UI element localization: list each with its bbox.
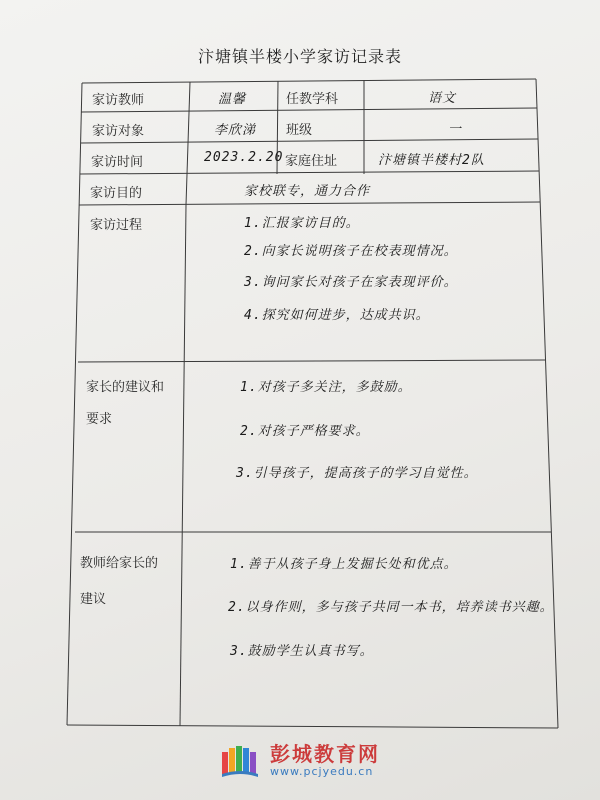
value-purpose: 家校联专，通力合作	[244, 184, 371, 199]
label-grade: 班级	[286, 123, 313, 138]
parent-advice-line: 2.对孩子严格要求。	[240, 424, 370, 439]
label-teacher: 家访教师	[92, 93, 145, 108]
label-purpose: 家访目的	[90, 186, 143, 201]
teacher-advice-line: 2.以身作则，多与孩子共同一本书，培养读书兴趣。	[228, 600, 554, 615]
label-parent-advice-line2: 要求	[86, 412, 113, 427]
label-teacher-advice-line1: 教师给家长的	[80, 556, 159, 571]
process-line: 3.询问家长对孩子在家表现评价。	[244, 275, 458, 290]
process-line: 4.探究如何进步，达成共识。	[244, 308, 430, 323]
teacher-advice-line: 1.善于从孩子身上发掘长处和优点。	[230, 557, 458, 572]
value-address: 汴塘镇半楼村2队	[378, 153, 485, 168]
value-grade: 一	[448, 122, 463, 137]
parent-advice-line: 3.引导孩子，提高孩子的学习自觉性。	[236, 466, 478, 481]
label-parent-advice-line1: 家长的建议和	[86, 380, 165, 395]
watermark-name: 彭城教育网	[270, 741, 380, 766]
process-line: 1.汇报家访目的。	[244, 216, 360, 231]
value-time: 2023.2.20	[204, 150, 284, 165]
book-logo-icon	[220, 742, 260, 778]
process-line: 2.向家长说明孩子在校表现情况。	[244, 244, 458, 259]
label-student: 家访对象	[92, 124, 145, 139]
value-teacher: 温馨	[218, 92, 247, 107]
form-title: 汴塘镇半楼小学家访记录表	[197, 47, 402, 66]
watermark-url: www.pcjyedu.cn	[270, 764, 374, 778]
label-subject: 任教学科	[286, 92, 339, 107]
site-watermark	[220, 742, 380, 778]
value-student: 李欣涕	[214, 123, 257, 138]
label-address: 家庭住址	[285, 154, 338, 169]
teacher-advice-line: 3.鼓励学生认真书写。	[230, 644, 374, 659]
label-process: 家访过程	[90, 218, 143, 233]
label-time: 家访时间	[91, 155, 144, 170]
label-teacher-advice-line2: 建议	[80, 592, 107, 607]
value-subject: 语文	[428, 91, 457, 106]
parent-advice-line: 1.对孩子多关注，多鼓励。	[240, 380, 412, 395]
